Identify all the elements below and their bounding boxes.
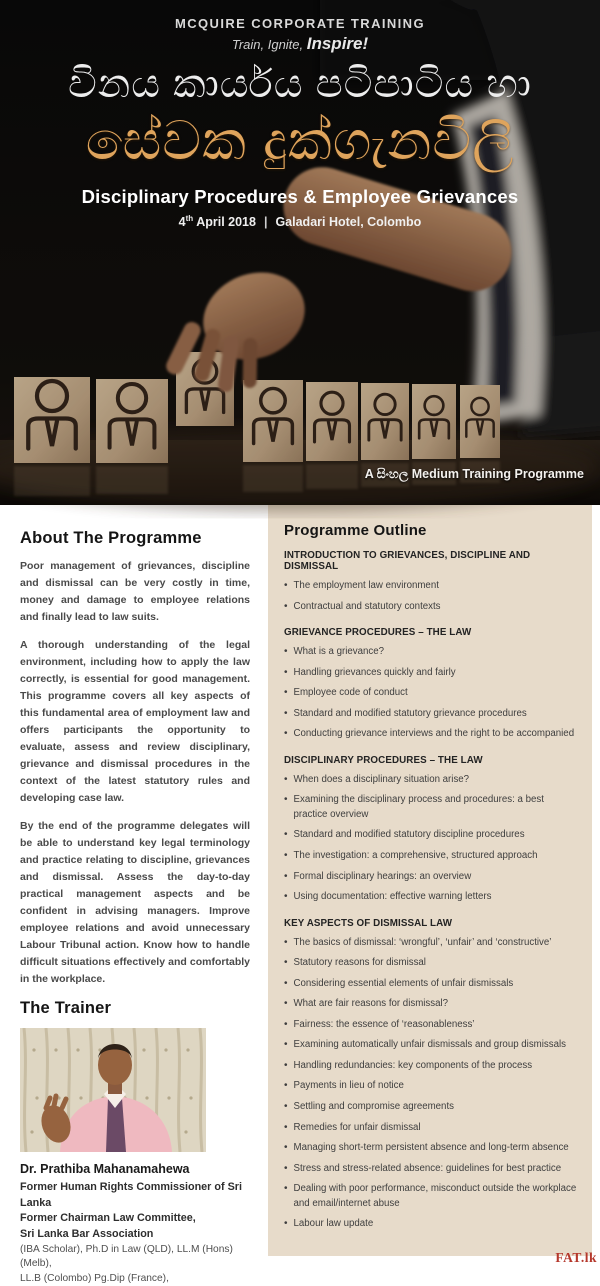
outline-item-text: Stress and stress-related absence: guidelines for best practice xyxy=(293,1162,562,1174)
outline-item-text: The investigation: a comprehensive, structured approach xyxy=(293,850,538,862)
bullet-icon: • xyxy=(284,794,288,806)
outline-section xyxy=(284,918,578,1232)
outline-item xyxy=(284,1079,578,1094)
bullet-icon: • xyxy=(284,891,288,903)
dateline-separator: | xyxy=(263,215,268,230)
bullet-icon: • xyxy=(284,957,288,969)
bullet-icon: • xyxy=(284,580,288,591)
outline-panel xyxy=(268,505,592,1256)
outline-item-text: Standard and modified statutory discipline procedures xyxy=(293,829,525,841)
content xyxy=(0,505,600,1284)
bullet-icon: • xyxy=(284,1142,288,1154)
watermark: FAT.lk xyxy=(555,1250,597,1265)
bullet-icon: • xyxy=(284,1018,288,1030)
outline-section-items xyxy=(284,579,578,614)
about-paragraph: By the end of the programme delegates will be able to understand key legal terminology and practice relating to discipline, grievances and dismissal. Assess the day-to-day practical management aspects and be confident in advising managers. Improve employee relations and avoid unnecessary Labour Tribunal action. Know how to handle difficult situations effectively and comfortably in the workplace. xyxy=(20,820,250,985)
outline-item xyxy=(284,956,578,971)
outline-heading: Programme Outline xyxy=(284,522,427,539)
outline-item-text: Conducting grievance interviews and the right to be accompanied xyxy=(293,728,575,740)
outline-section xyxy=(284,627,578,742)
outline-sections xyxy=(284,550,578,1232)
about-paragraph: Poor management of grievances, discipline and dismissal can be very costly in time, money and damage to employee relations and finally lead to law suits. xyxy=(20,560,250,623)
outline-item xyxy=(284,1059,578,1074)
outline-item-text: Formal disciplinary hearings: an overview xyxy=(293,870,472,882)
bullet-icon: • xyxy=(284,1039,288,1051)
trainer-portrait xyxy=(20,1028,206,1152)
outline-item xyxy=(284,997,578,1012)
bullet-icon: • xyxy=(284,707,288,719)
bullet-icon: • xyxy=(284,1080,288,1092)
outline-item xyxy=(284,600,578,615)
outline-item-text: Standard and modified statutory grievance procedures xyxy=(293,707,527,719)
outline-section-title: DISCIPLINARY PROCEDURES – THE LAW xyxy=(284,754,483,766)
outline-section-items xyxy=(284,773,578,905)
outline-item-text: Statutory reasons for dismissal xyxy=(293,957,426,969)
outline-section-title: GRIEVANCE PROCEDURES – THE LAW xyxy=(284,627,472,639)
trainer-credential: Sri Lanka Bar Association xyxy=(20,1227,154,1240)
trainer-credential: Former Human Rights Commissioner of Sri Lanka xyxy=(20,1181,242,1209)
trainer-credentials-bold xyxy=(20,1180,250,1243)
outline-item-text: Remedies for unfair dismissal xyxy=(293,1121,421,1133)
outline-item xyxy=(284,1141,578,1156)
outline-item-text: Examining automatically unfair dismissals and group dismissals xyxy=(293,1039,566,1051)
outline-item xyxy=(284,773,578,788)
outline-item xyxy=(284,666,578,681)
event-date-ordinal: th xyxy=(185,214,194,223)
outline-item xyxy=(284,686,578,701)
outline-item xyxy=(284,645,578,660)
outline-item-text: Managing short-term persistent absence and long-term absence xyxy=(293,1142,569,1154)
outline-item xyxy=(284,870,578,885)
outline-item-text: The employment law environment xyxy=(293,580,439,591)
outline-section-items xyxy=(284,936,578,1232)
outline-item xyxy=(284,1162,578,1177)
outline-item xyxy=(284,849,578,864)
outline-item-text: Dealing with poor performance, misconduct outside the workplace and email/internet abuse xyxy=(293,1183,577,1209)
outline-item-text: What are fair reasons for dismissal? xyxy=(293,998,449,1010)
bullet-icon: • xyxy=(284,773,288,785)
bullet-icon: • xyxy=(284,666,288,678)
event-dateline xyxy=(0,214,600,229)
outline-item-text: Labour law update xyxy=(293,1218,374,1230)
outline-item xyxy=(284,1182,578,1211)
outline-item xyxy=(284,1217,578,1232)
bullet-icon: • xyxy=(284,1162,288,1174)
outline-item xyxy=(284,1018,578,1033)
outline-item xyxy=(284,828,578,843)
outline-item-text: Using documentation: effective warning letters xyxy=(293,891,492,903)
about-paragraphs xyxy=(20,558,250,988)
about-section xyxy=(0,505,268,1284)
bullet-icon: • xyxy=(284,1121,288,1133)
outline-item-text: Employee code of conduct xyxy=(293,687,408,699)
bullet-icon: • xyxy=(284,1059,288,1071)
outline-item xyxy=(284,936,578,951)
outline-item-text: The basics of dismissal: ‘wrongful’, ‘unfair’ and ‘constructive’ xyxy=(293,936,552,948)
bullet-icon: • xyxy=(284,977,288,989)
outline-item xyxy=(284,977,578,992)
outline-item-text: What is a grievance? xyxy=(293,646,384,658)
tagline-emphasis: Inspire! xyxy=(306,34,369,53)
event-date: 4 xyxy=(178,215,186,230)
brand-name: MCQUIRE CORPORATE TRAINING xyxy=(175,16,425,31)
bullet-icon: • xyxy=(284,646,288,658)
outline-item xyxy=(284,727,578,742)
outline-section xyxy=(284,550,578,614)
about-paragraph: A thorough understanding of the legal environment, including how to apply the law correctly, is essential for good management. This programme covers all key aspects of this fundamental area of employment law and offers participants the opportunity to evaluate, assess and review disciplinary, grievance and dismissal procedures in the context of the latest statutory rules and developing case law. xyxy=(20,639,250,804)
bullet-icon: • xyxy=(284,600,288,612)
title-sinhala-line1: විනය කාර්යය පටිපාටිය හා xyxy=(68,62,532,106)
outline-section-title: INTRODUCTION TO GRIEVANCES, DISCIPLINE AND DISMISSAL xyxy=(284,550,531,572)
trainer-heading: The Trainer xyxy=(20,999,112,1017)
outline-item xyxy=(284,1100,578,1115)
bullet-icon: • xyxy=(284,998,288,1010)
outline-item xyxy=(284,579,578,594)
outline-item-text: Settling and compromise agreements xyxy=(293,1101,454,1113)
bullet-icon: • xyxy=(284,1218,288,1230)
bullet-icon: • xyxy=(284,936,288,948)
outline-item-text: Contractual and statutory contexts xyxy=(293,600,441,612)
outline-item-text: When does a disciplinary situation arise? xyxy=(293,773,470,785)
outline-item xyxy=(284,793,578,822)
hero xyxy=(0,0,600,505)
bullet-icon: • xyxy=(284,1183,288,1195)
outline-item-text: Examining the disciplinary process and procedures: a best practice overview xyxy=(293,794,544,820)
trainer-photo xyxy=(20,1028,206,1152)
event-date-rest: April 2018 xyxy=(193,215,256,230)
tagline-lead: Train, Ignite, xyxy=(231,37,307,52)
outline-section-items xyxy=(284,645,578,742)
medium-note: A සිංහල Medium Training Programme xyxy=(364,467,584,481)
outline-section-title: KEY ASPECTS OF DISMISSAL LAW xyxy=(284,917,453,929)
trainer-credential: (IBA Scholar), Ph.D in Law (QLD), LL.M (Hons) (Melb), xyxy=(20,1243,233,1270)
bullet-icon: • xyxy=(284,850,288,862)
title-english: Disciplinary Procedures & Employee Grievances xyxy=(81,186,519,207)
outline-item-text: Handling grievances quickly and fairly xyxy=(293,666,456,678)
trainer-name: Dr. Prathiba Mahanamahewa xyxy=(20,1162,190,1176)
bullet-icon: • xyxy=(284,870,288,882)
outline-item xyxy=(284,1038,578,1053)
brand-tagline xyxy=(0,34,600,54)
outline-item-text: Considering essential elements of unfair dismissals xyxy=(293,977,514,989)
outline-item xyxy=(284,890,578,905)
bullet-icon: • xyxy=(284,829,288,841)
title-sinhala-line2: සේවක දුක්ගැනවිලි xyxy=(85,111,515,171)
outline-section xyxy=(284,755,578,905)
outline-item-text: Payments in lieu of notice xyxy=(293,1080,404,1092)
trainer-credential: Former Chairman Law Committee, xyxy=(20,1212,196,1225)
outline-item xyxy=(284,707,578,722)
event-venue: Galadari Hotel, Colombo xyxy=(275,215,422,230)
bullet-icon: • xyxy=(284,687,288,699)
trainer-credential: LL.B (Colombo) Pg.Dip (France), xyxy=(20,1272,169,1284)
outline-item-text: Fairness: the essence of ‘reasonableness’ xyxy=(293,1018,475,1030)
bullet-icon: • xyxy=(284,728,288,740)
trainer-credentials-regular xyxy=(20,1243,250,1286)
outline-item-text: Handling redundancies: key components of the process xyxy=(293,1059,533,1071)
bullet-icon: • xyxy=(284,1101,288,1113)
about-heading: About The Programme xyxy=(20,529,202,547)
outline-item xyxy=(284,1121,578,1136)
